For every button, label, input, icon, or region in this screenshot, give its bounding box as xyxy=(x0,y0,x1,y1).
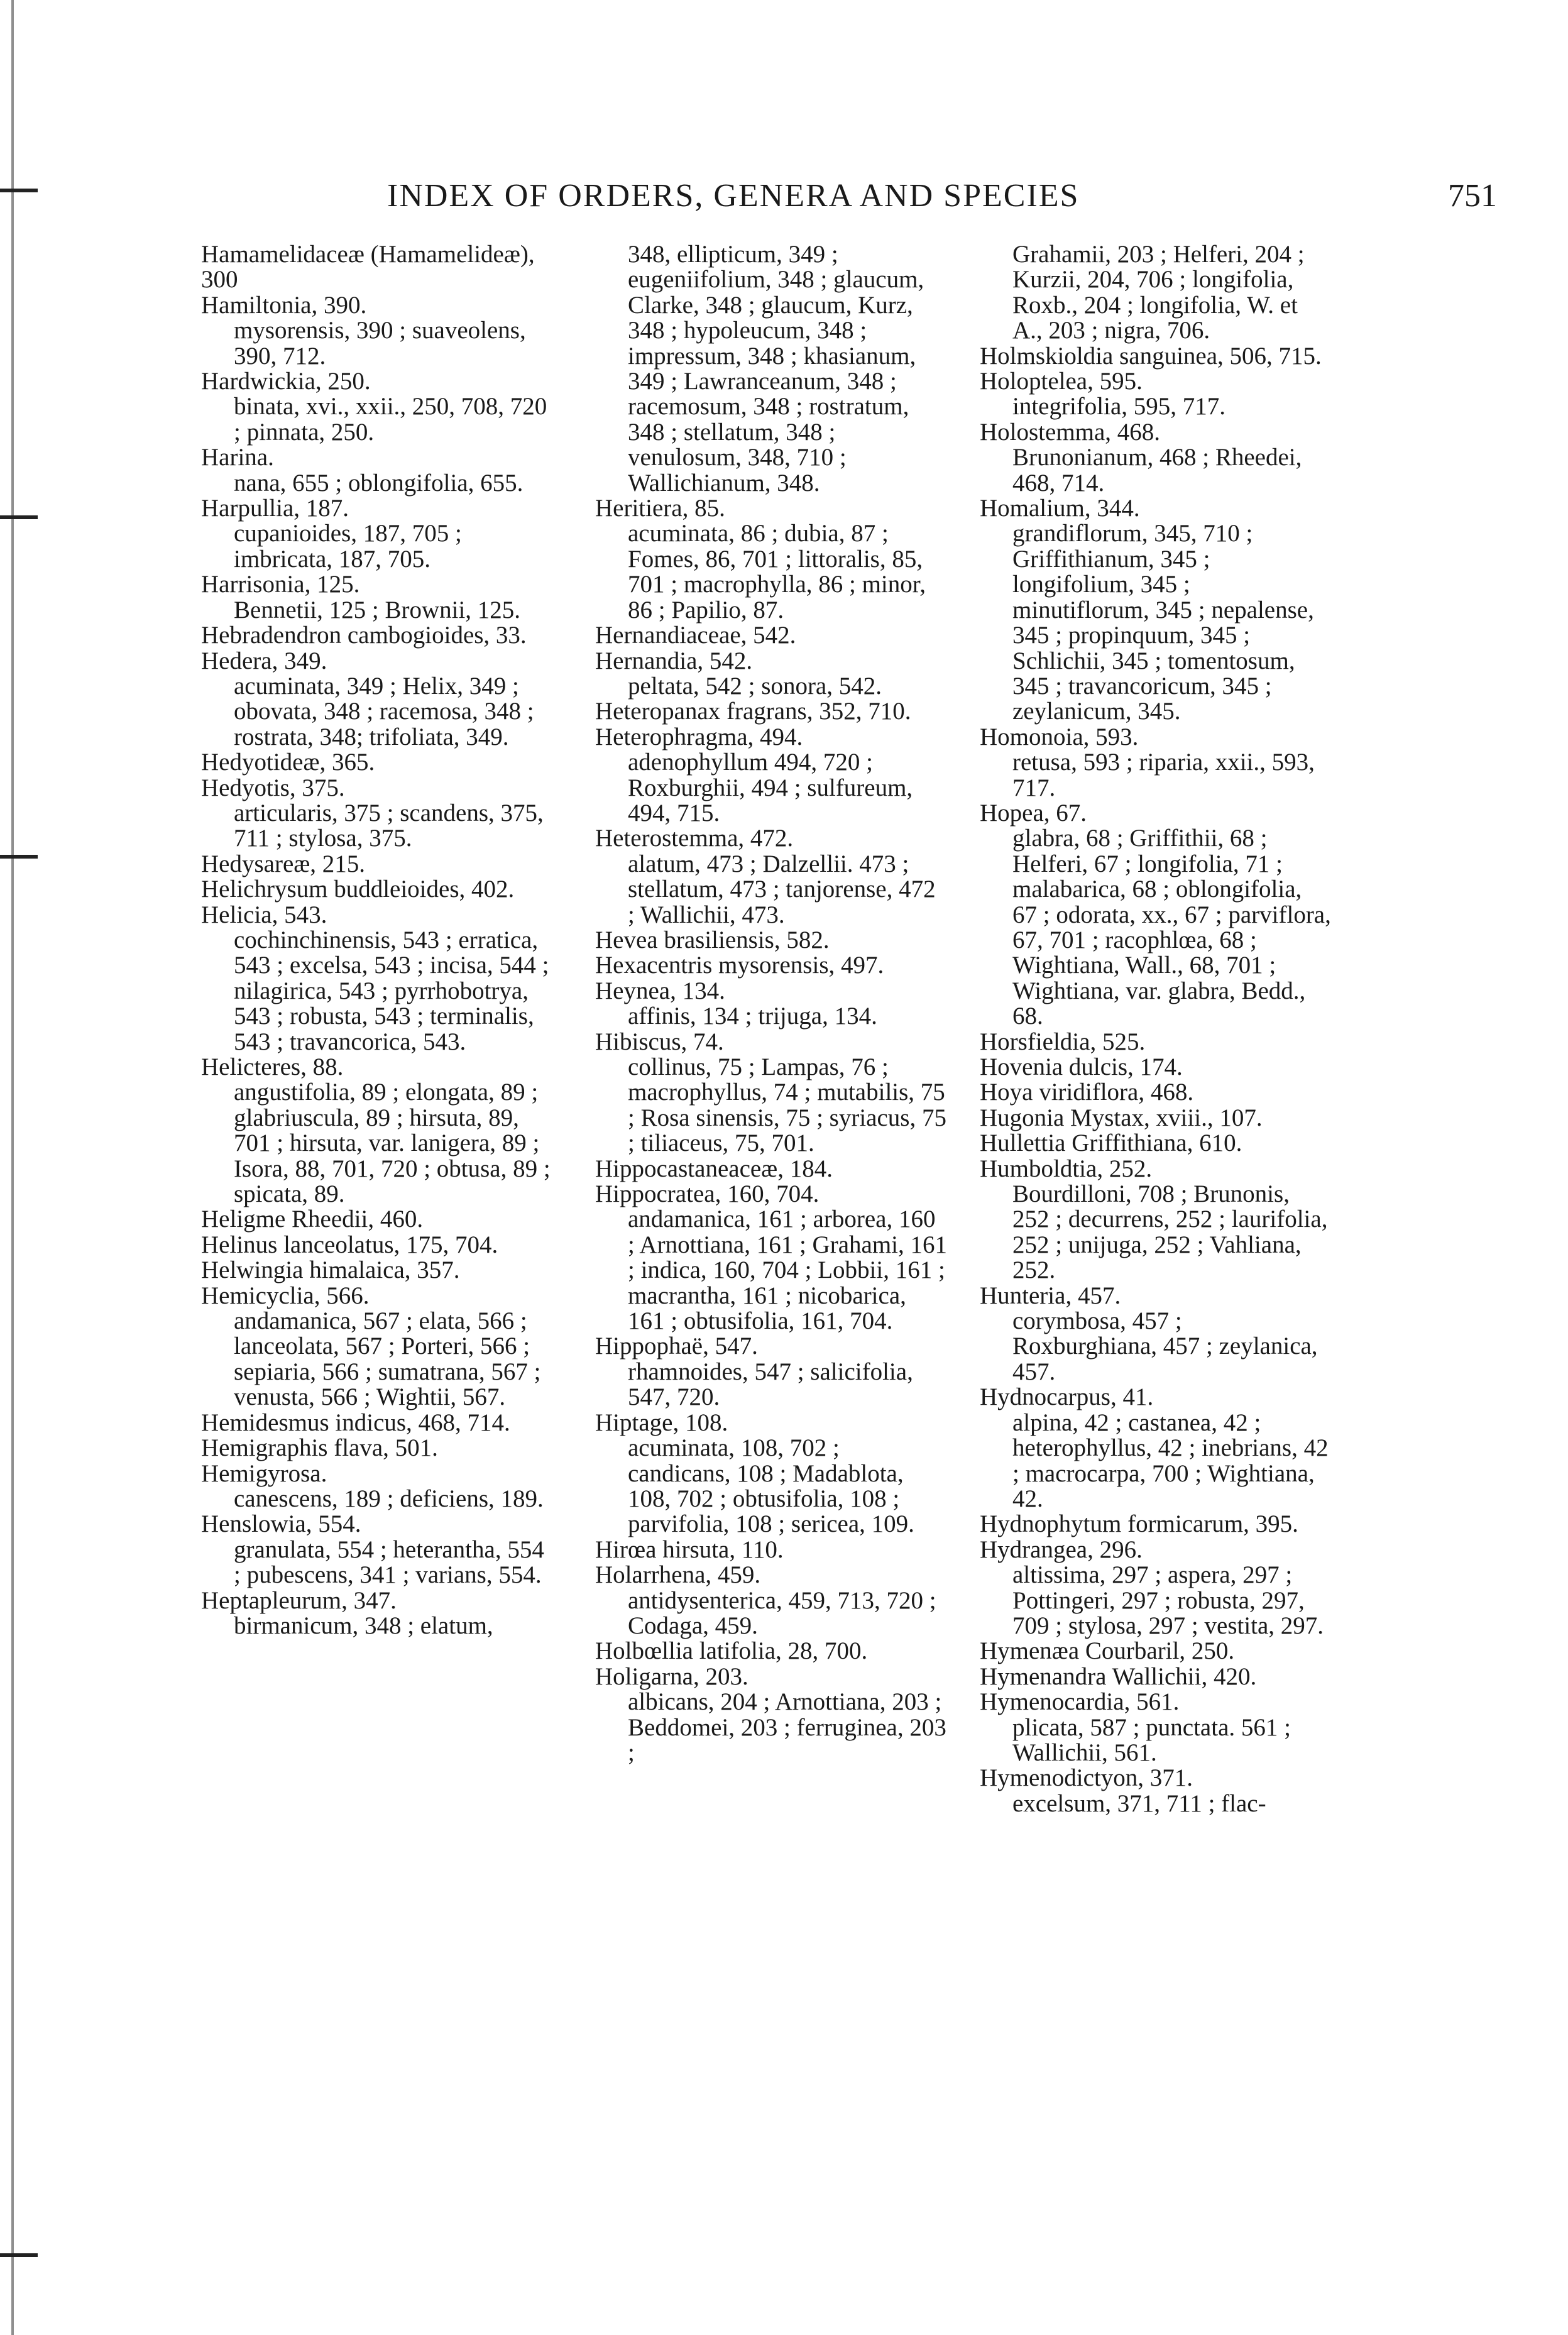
index-entry: Heteropanax fragrans, 352, 710. xyxy=(595,698,911,725)
index-entry: Hamiltonia, 390. xyxy=(201,291,367,319)
page-number: 751 xyxy=(1448,178,1497,214)
index-entry: Hopea, 67. xyxy=(980,799,1087,827)
index-entry: Hernandia, 542. xyxy=(595,647,753,674)
index-entry: Hemigyrosa. xyxy=(201,1459,327,1487)
margin-mark xyxy=(0,2253,38,2257)
index-entry: Hemigraphis flava, 501. xyxy=(201,1434,438,1462)
index-subentry: nana, 655 ; oblongifolia, 655. xyxy=(234,469,524,497)
index-subentry: binata, xvi., xxii., 250, 708, 720 ; pinnata, 250. xyxy=(234,393,547,446)
index-subentry: mysorensis, 390 ; suaveolens, 390, 712. xyxy=(234,317,526,370)
index-subentry: alpina, 42 ; castanea, 42 ; heterophyllus, 42 ; inebrians, 42 ; macrocarpa, 700 ; Wightiana, 42. xyxy=(1012,1409,1329,1512)
index-entry: Helicteres, 88. xyxy=(201,1053,344,1080)
index-entry: Hernandiaceae, 542. xyxy=(595,622,796,649)
index-entry: Humboldtia, 252. xyxy=(980,1155,1153,1182)
index-entry: Hovenia dulcis, 174. xyxy=(980,1053,1183,1080)
index-entry: Heligme Rheedii, 460. xyxy=(201,1206,424,1233)
index-entry: Hydrangea, 296. xyxy=(980,1536,1143,1563)
index-entry: Hemidesmus indicus, 468, 714. xyxy=(201,1409,510,1436)
index-subentry: corymbosa, 457 ; Roxburghiana, 457 ; zeylanica, 457. xyxy=(1012,1307,1318,1385)
index-subentry: integrifolia, 595, 717. xyxy=(1012,393,1226,420)
index-entry: Hevea brasiliensis, 582. xyxy=(595,926,830,953)
index-subentry: grandiflorum, 345, 710 ; Griffithianum, 345 ; longifolium, 345 ; minutiflorum, 345 ; nepalense, 345 ; propinquum, 345 ; Schlichii, 345 ; tomentosum, 345 ; travancoricum, 345 ; zeylanicum, 345. xyxy=(1012,520,1314,725)
index-entry: Harrisonia, 125. xyxy=(201,571,360,598)
index-entry: Holostemma, 468. xyxy=(980,418,1161,446)
index-entry: Horsfieldia, 525. xyxy=(980,1028,1146,1055)
index-entry: Hugonia Mystax, xviii., 107. xyxy=(980,1104,1263,1131)
index-entry: Homonoia, 593. xyxy=(980,723,1139,750)
index-entry: Harpullia, 187. xyxy=(201,495,349,522)
index-entry: Hunteria, 457. xyxy=(980,1282,1121,1309)
page-margin-line xyxy=(11,0,14,2335)
index-subentry: affinis, 134 ; trijuga, 134. xyxy=(628,1003,877,1030)
index-entry: Hymenodictyon, 371. xyxy=(980,1764,1193,1792)
index-entry: Harina. xyxy=(201,444,274,471)
index-subentry: Grahamii, 203 ; Helferi, 204 ; Kurzii, 204, 706 ; longifolia, Roxb., 204 ; longifolia, W. et A., 203 ; nigra, 706. xyxy=(1012,241,1305,344)
index-subentry: granulata, 554 ; heterantha, 554 ; pubescens, 341 ; varians, 554. xyxy=(234,1536,544,1589)
index-entry: Hemicyclia, 566. xyxy=(201,1282,370,1309)
index-column-2 xyxy=(595,242,947,1766)
index-entry: Holbœllia latifolia, 28, 700. xyxy=(595,1637,868,1665)
index-entry: Hoya viridiflora, 468. xyxy=(980,1079,1194,1106)
index-entry: Homalium, 344. xyxy=(980,495,1140,522)
index-entry: Hymenandra Wallichii, 420. xyxy=(980,1662,1257,1690)
margin-mark xyxy=(0,189,38,192)
index-entry: Hydnophytum formicarum, 395. xyxy=(980,1510,1298,1538)
index-entry: Holmskioldia sanguinea, 506, 715. xyxy=(980,342,1322,370)
index-subentry: albicans, 204 ; Arnottiana, 203 ; Beddomei, 203 ; ferruginea, 203 ; xyxy=(628,1688,946,1766)
index-subentry: glabra, 68 ; Griffithii, 68 ; Helferi, 67 ; longifolia, 71 ; malabarica, 68 ; oblongifolia, 67 ; odorata, xx., 67 ; parviflora, 67, 701 ; racophlœa, 68 ; Wightiana, Wall., 68, 701 ; Wightiana, var. glabra, Bedd., 68. xyxy=(1012,825,1331,1030)
index-subentry: excelsum, 371, 711 ; flac- xyxy=(1012,1789,1266,1817)
index-subentry: collinus, 75 ; Lampas, 76 ; macrophyllus, 74 ; mutabilis, 75 ; Rosa sinensis, 75 ; syriacus, 75 ; tiliaceus, 75, 701. xyxy=(628,1053,946,1157)
index-entry: Hippocastaneaceæ, 184. xyxy=(595,1155,833,1182)
index-entry: Henslowia, 554. xyxy=(201,1510,361,1538)
index-subentry: andamanica, 567 ; elata, 566 ; lanceolata, 567 ; Porteri, 566 ; sepiaria, 566 ; sumatrana, 567 ; venusta, 566 ; Wightii, 567. xyxy=(234,1307,541,1411)
index-entry: Hirœa hirsuta, 110. xyxy=(595,1536,784,1563)
index-entry: Hamamelidaceæ (Hamamelideæ), 300 xyxy=(201,241,535,294)
index-subentry: articularis, 375 ; scandens, 375, 711 ; stylosa, 375. xyxy=(234,799,544,852)
index-subentry: cupanioides, 187, 705 ; imbricata, 187, 705. xyxy=(234,520,462,573)
index-subentry: plicata, 587 ; punctata. 561 ; Wallichii, 561. xyxy=(1012,1713,1291,1766)
index-entry: Hedysareæ, 215. xyxy=(201,850,366,877)
index-entry: Heterophragma, 494. xyxy=(595,723,803,750)
index-subentry: rhamnoides, 547 ; salicifolia, 547, 720. xyxy=(628,1358,913,1411)
index-subentry: andamanica, 161 ; arborea, 160 ; Arnottiana, 161 ; Grahami, 161 ; indica, 160, 704 ; Lobbii, 161 ; macrantha, 161 ; nicobarica, 161 ; obtusifolia, 161, 704. xyxy=(628,1206,947,1335)
index-subentry: angustifolia, 89 ; elongata, 89 ; glabriuscula, 89 ; hirsuta, 89, 701 ; hirsuta, var. lanigera, 89 ; Isora, 88, 701, 720 ; obtusa, 89 ; spicata, 89. xyxy=(234,1079,551,1208)
index-entry: Hiptage, 108. xyxy=(595,1409,728,1436)
index-entry: Helinus lanceolatus, 175, 704. xyxy=(201,1231,498,1258)
index-entry: Heptapleurum, 347. xyxy=(201,1586,397,1614)
margin-mark xyxy=(0,855,38,859)
index-entry: Hibiscus, 74. xyxy=(595,1028,724,1055)
index-subentry: Brunonianum, 468 ; Rheedei, 468, 714. xyxy=(1012,444,1302,497)
index-entry: Hedera, 349. xyxy=(201,647,327,674)
index-entry: Heterostemma, 472. xyxy=(595,825,794,852)
index-subentry: retusa, 593 ; riparia, xxii., 593, 717. xyxy=(1012,749,1315,801)
index-subentry: alatum, 473 ; Dalzellii. 473 ; stellatum, 473 ; tanjorense, 472 ; Wallichii, 473. xyxy=(628,850,936,928)
index-entry: Hedyotideæ, 365. xyxy=(201,749,375,776)
index-entry: Hardwickia, 250. xyxy=(201,368,371,395)
index-entry: Hymenæa Courbaril, 250. xyxy=(980,1637,1235,1665)
index-entry: Heynea, 134. xyxy=(595,977,725,1004)
index-subentry: canescens, 189 ; deficiens, 189. xyxy=(234,1485,544,1512)
index-entry: Helwingia himalaica, 357. xyxy=(201,1256,460,1284)
index-entry: Hymenocardia, 561. xyxy=(980,1688,1180,1716)
index-entry: Hippocratea, 160, 704. xyxy=(595,1180,820,1208)
index-entry: Hedyotis, 375. xyxy=(201,774,345,801)
index-subentry: acuminata, 108, 702 ; candicans, 108 ; Madablota, 108, 702 ; obtusifolia, 108 ; parvifolia, 108 ; sericea, 109. xyxy=(628,1434,914,1538)
index-subentry: cochinchinensis, 543 ; erratica, 543 ; excelsa, 543 ; incisa, 544 ; nilagirica, 543 ; pyrrhobotrya, 543 ; robusta, 543 ; terminalis, 543 ; travancorica, 543. xyxy=(234,926,549,1055)
index-entry: Heritiera, 85. xyxy=(595,495,725,522)
index-subentry: antidysenterica, 459, 713, 720 ; Codaga, 459. xyxy=(628,1586,936,1639)
index-entry: Holarrhena, 459. xyxy=(595,1561,761,1589)
index-subentry: 348, ellipticum, 349 ; eugeniifolium, 348 ; glaucum, Clarke, 348 ; glaucum, Kurz, 348 ; hypoleucum, 348 ; impressum, 348 ; khasianum, 349 ; Lawranceanum, 348 ; racemosum, 348 ; rostratum, 348 ; stellatum, 348 ; venulosum, 348, 710 ; Wallichianum, 348. xyxy=(628,241,924,497)
index-entry: Holigarna, 203. xyxy=(595,1662,748,1690)
index-column-3 xyxy=(980,242,1332,1816)
index-entry: Hydnocarpus, 41. xyxy=(980,1383,1154,1411)
index-subentry: peltata, 542 ; sonora, 542. xyxy=(628,672,882,700)
index-entry: Hexacentris mysorensis, 497. xyxy=(595,952,884,979)
index-subentry: altissima, 297 ; aspera, 297 ; Pottingeri, 297 ; robusta, 297, 709 ; stylosa, 297 ; vestita, 297. xyxy=(1012,1561,1324,1639)
index-subentry: Bourdilloni, 708 ; Brunonis, 252 ; decurrens, 252 ; laurifolia, 252 ; unijuga, 252 ; Vahliana, 252. xyxy=(1012,1180,1328,1284)
index-subentry: Bennetii, 125 ; Brownii, 125. xyxy=(234,596,521,624)
index-entry: Hullettia Griffithiana, 610. xyxy=(980,1129,1242,1157)
index-subentry: adenophyllum 494, 720 ; Roxburghii, 494 ; sulfureum, 494, 715. xyxy=(628,749,913,827)
index-entry: Helichrysum buddleioides, 402. xyxy=(201,876,515,903)
page-header-title: INDEX OF ORDERS, GENERA AND SPECIES xyxy=(387,178,1080,214)
index-subentry: acuminata, 349 ; Helix, 349 ; obovata, 348 ; racemosa, 348 ; rostrata, 348; trifoliata, 349. xyxy=(234,672,534,750)
index-subentry: birmanicum, 348 ; elatum, xyxy=(234,1612,493,1639)
index-column-1 xyxy=(201,242,553,1639)
index-entry: Helicia, 543. xyxy=(201,901,327,928)
index-entry: Holoptelea, 595. xyxy=(980,368,1143,395)
index-entry: Hebradendron cambogioides, 33. xyxy=(201,622,527,649)
index-entry: Hippophaë, 547. xyxy=(595,1332,758,1360)
margin-mark xyxy=(0,515,38,519)
index-subentry: acuminata, 86 ; dubia, 87 ; Fomes, 86, 701 ; littoralis, 85, 701 ; macrophylla, 86 ; minor, 86 ; Papilio, 87. xyxy=(628,520,926,624)
